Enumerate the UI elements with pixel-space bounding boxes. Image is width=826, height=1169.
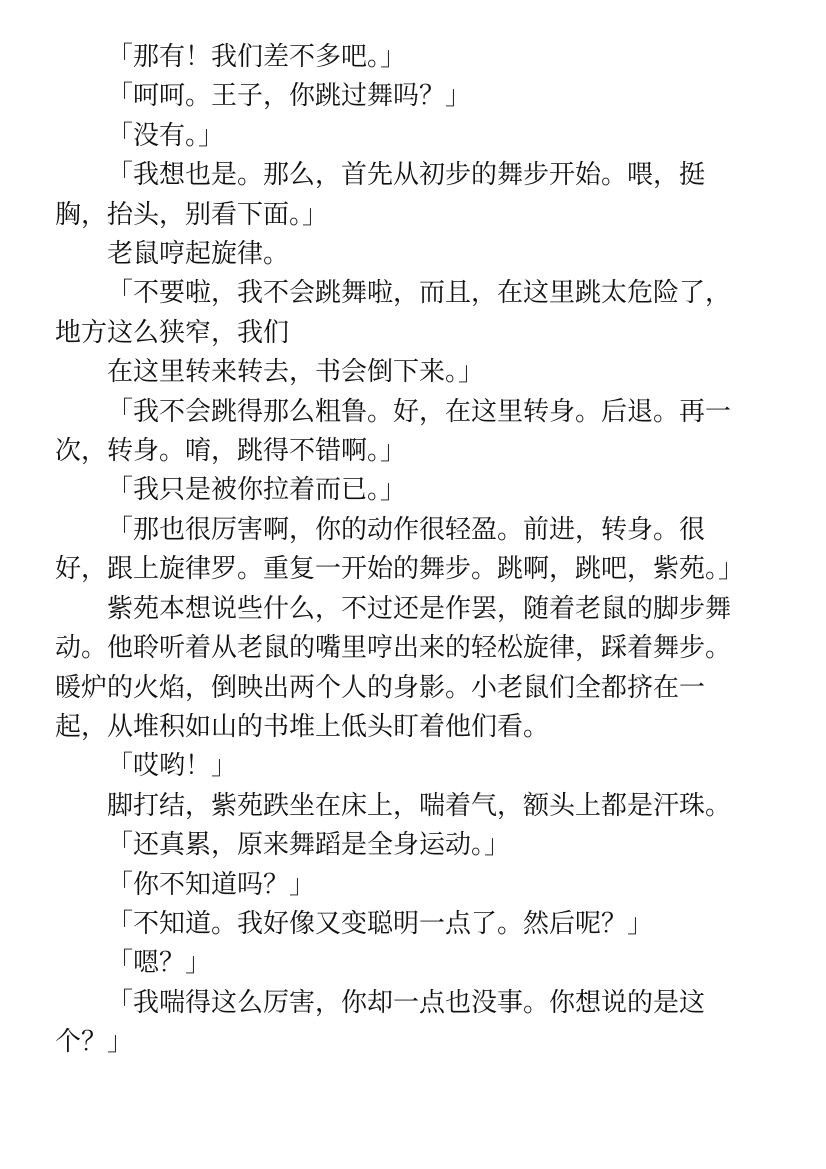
paragraph: 「不知道。我好像又变聪明一点了。然后呢？」 <box>107 908 654 939</box>
paragraph: 脚打结，紫苑跌坐在床上，喘着气，额头上都是汗珠。 <box>107 790 732 821</box>
paragraph: 「呵呵。王子，你跳过舞吗？」 <box>107 81 472 112</box>
paragraph: 「那有！我们差不多吧。」 <box>107 42 407 72</box>
book-page <box>55 38 755 1063</box>
paragraph: 「那也很厉害啊，你的动作很轻盈。前进，转身。很好，跟上旋律罗。重复一开始的舞步。跳啊，跳吧，紫苑。」 <box>55 514 745 585</box>
paragraph: 在这里转来转去，书会倒下来。」 <box>107 357 485 388</box>
paragraph: 老鼠哼起旋律。 <box>107 239 290 270</box>
paragraph: 「我喘得这么厉害，你却一点也没事。你想说的是这个？」 <box>55 987 706 1058</box>
paragraph: 紫苑本想说些什么，不过还是作罢，随着老鼠的脚步舞动。他聆听着从老鼠的嘴里哼出来的轻松旋律，踩着舞步。暖炉的火焰，倒映出两个人的身影。小老鼠们全都挤在一起，从堆积如山的书堆上低头盯着他们看。 <box>55 593 732 742</box>
paragraph: 「你不知道吗？」 <box>107 869 316 900</box>
paragraph: 「哎哟！」 <box>107 751 238 782</box>
paragraph: 「没有。」 <box>107 120 225 151</box>
paragraph: 「还真累，原来舞蹈是全身运动。」 <box>107 830 511 861</box>
paragraph: 「嗯？」 <box>107 948 212 979</box>
paragraph: 「我想也是。那么，首先从初步的舞步开始。喂，挺胸，抬头，别看下面。」 <box>55 160 706 230</box>
paragraph: 「我只是被你拉着而已。」 <box>107 475 407 506</box>
paragraph: 「不要啦，我不会跳舞啦，而且，在这里跳太危险了，地方这么狭窄，我们 <box>55 278 732 348</box>
paragraph: 「我不会跳得那么粗鲁。好，在这里转身。后退。再一次，转身。唷，跳得不错啊。」 <box>55 396 732 467</box>
